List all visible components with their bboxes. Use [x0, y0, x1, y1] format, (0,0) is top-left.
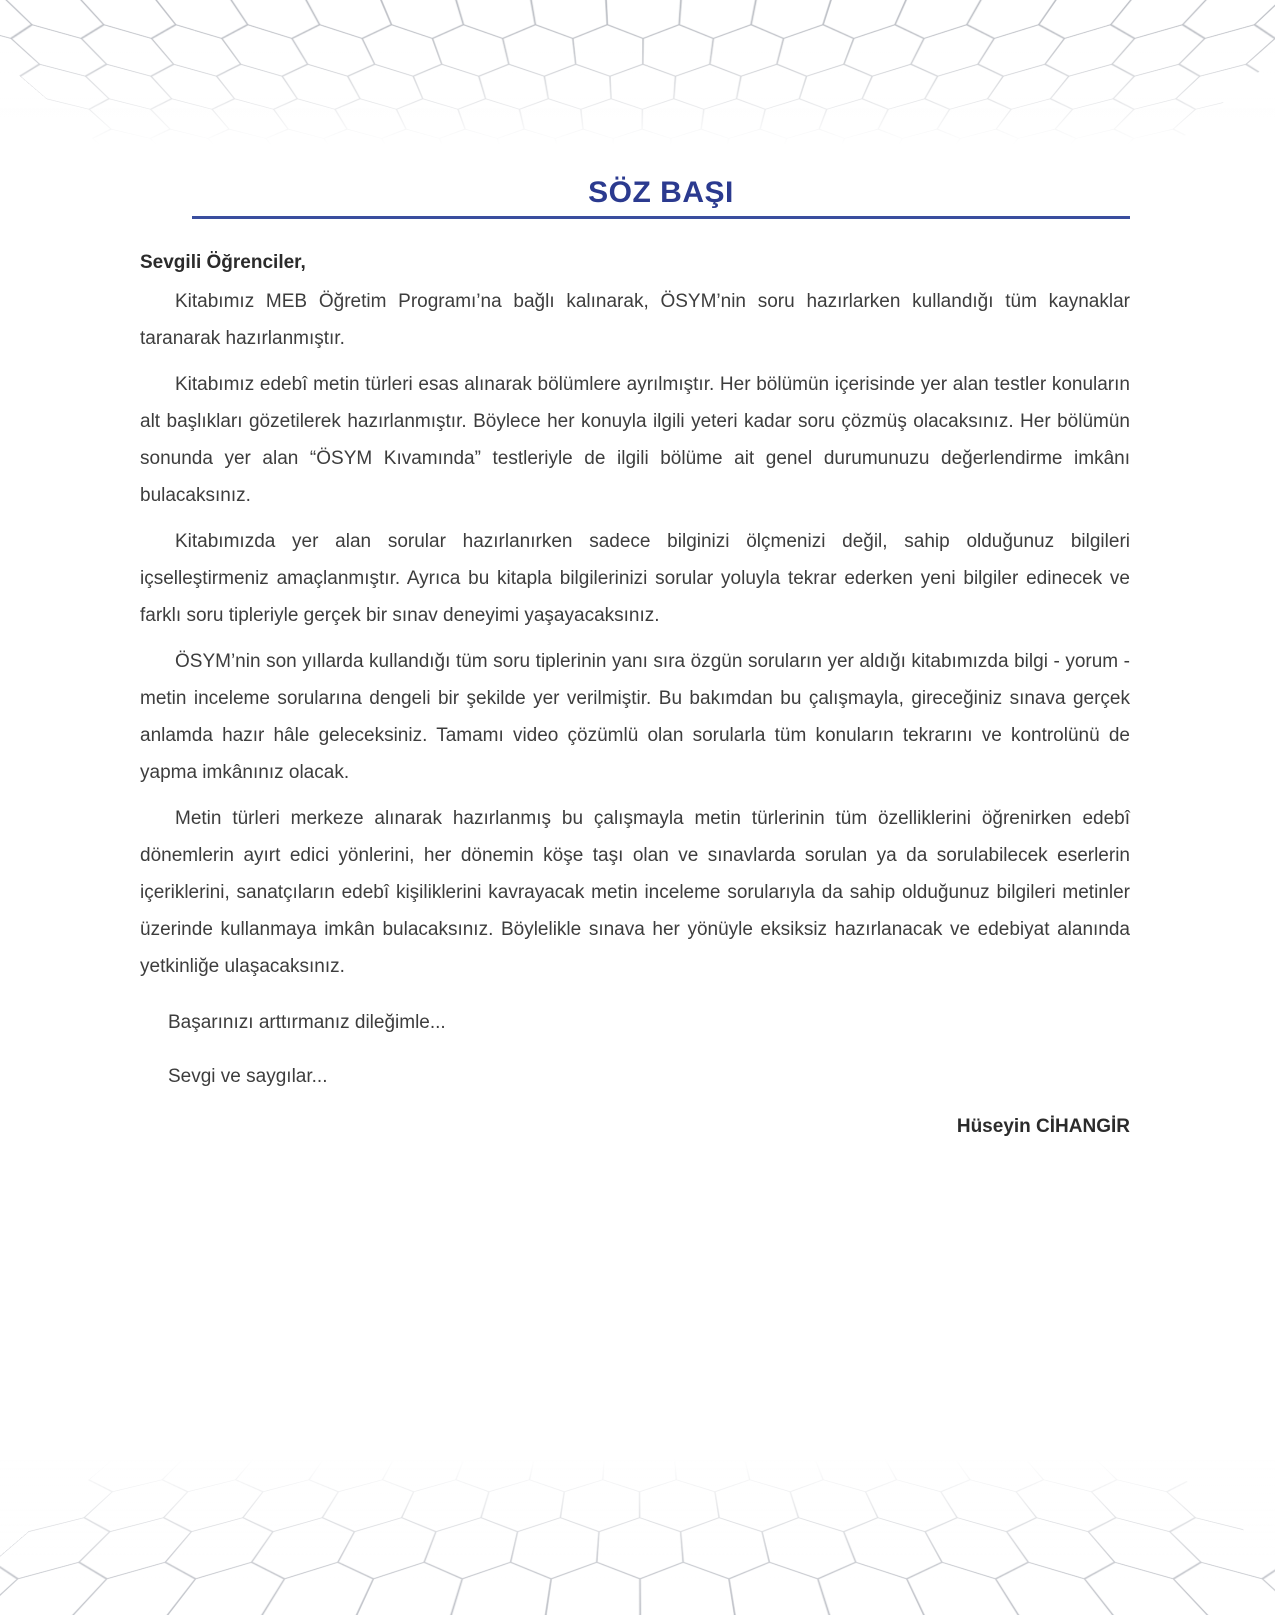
title-block — [192, 176, 1130, 219]
closing-line-2: Sevgi ve saygılar... — [168, 1066, 328, 1087]
honeycomb-decoration-bottom — [0, 1453, 1275, 1615]
paragraph-3: Kitabımızda yer alan sorular hazırlanırken sadece bilginizi ölçmenizi değil, sahip olduğunuz bilgileri içselleştirmeniz amaçlanmıştır. Ayrıca bu kitapla bilgilerinizi sorular yoluyla tekrar ederken yeni bilgiler edinecek ve farklı soru tipleriyle gerçek bir sınav deneyimi yaşayacaksınız. — [140, 531, 1130, 626]
paragraph-5: Metin türleri merkeze alınarak hazırlanmış bu çalışmayla metin türlerinin tüm özelliklerini öğrenirken edebî dönemlerin ayırt edici yönlerini, her dönemin köşe taşı olan ve sınavlarda sorulan ya da sorulabilecek eserlerin içeriklerini, sanatçıların edebî kişiliklerini kavrayacak metin inceleme sorularıyla da sahip olduğunuz bilgileri metinler üzerinde kullanmaya imkân bulacaksınız. Böylelikle sınava her yönüyle eksiksiz hazırlanacak ve edebiyat alanında yetkinliğe ulaşacaksınız. — [140, 808, 1130, 977]
paragraph-4: ÖSYM’nin son yıllarda kullandığı tüm soru tiplerinin yanı sıra özgün soruların yer aldığı kitabımızda bilgi - yorum - metin inceleme sorularına dengeli bir şekilde yer verilmiştir. Bu bakımdan bu çalışmayla, gireceğiniz sınava gerçek anlamda hazır hâle geleceksiniz. Tamamı video çözümlü olan sorularla tüm konuların tekrarını ve kontrolünü de yapma imkânınız olacak. — [140, 651, 1130, 783]
page-title: SÖZ BAŞI — [588, 176, 734, 209]
closing-line-1: Başarınızı arttırmanız dileğimle... — [168, 1012, 446, 1033]
title-underline — [192, 216, 1130, 219]
paragraph-1: Kitabımız MEB Öğretim Programı’na bağlı kalınarak, ÖSYM’nin soru hazırlarken kullandığı tüm kaynaklar taranarak hazırlanmıştır. — [140, 291, 1130, 349]
honeycomb-mesh-bottom — [0, 1453, 1275, 1615]
salutation: Sevgili Öğrenciler, — [140, 252, 306, 273]
author-signature: Hüseyin CİHANGİR — [956, 1116, 1130, 1137]
preface-page — [140, 0, 1130, 1139]
paragraph-2: Kitabımız edebî metin türleri esas alınarak bölümlere ayrılmıştır. Her bölümün içerisinde yer alan testler konuların alt başlıkları gözetilerek hazırlanmıştır. Böylece her konuyla ilgili yeteri kadar soru çözmüş olacaksınız. Her bölümün sonunda yer alan “ÖSYM Kıvamında” testleriyle de ilgili bölüme ait genel durumunuzu değerlendirme imkânı bulacaksınız. — [140, 374, 1130, 506]
